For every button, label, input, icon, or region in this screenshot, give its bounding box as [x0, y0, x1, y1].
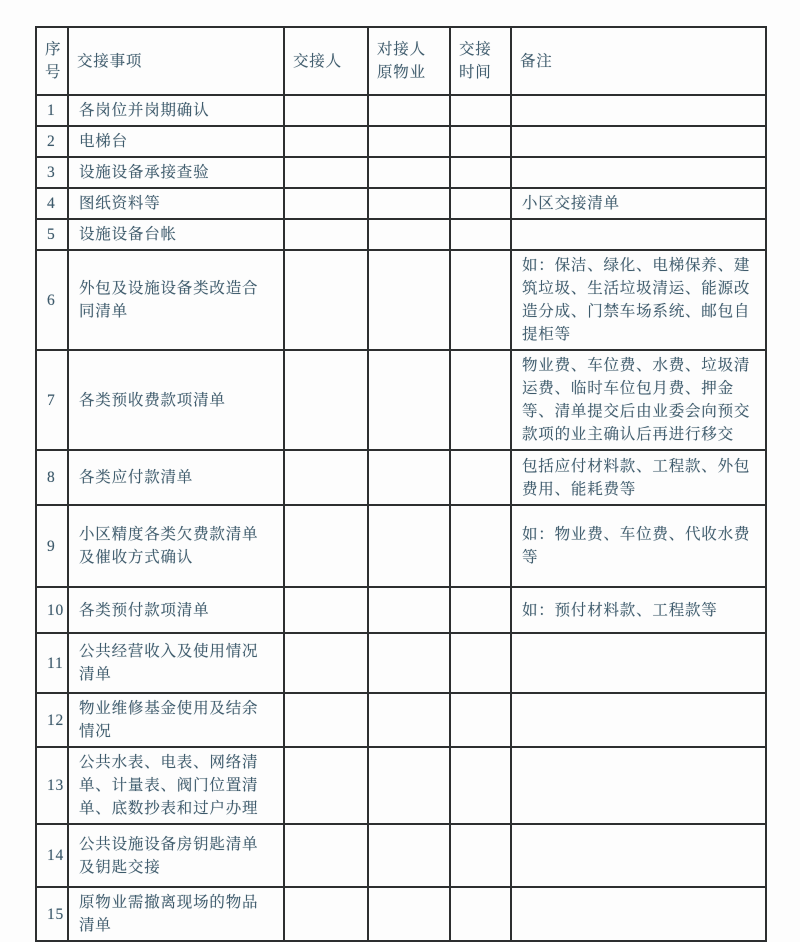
- header-no: 序号: [36, 27, 68, 95]
- cell-remark: [511, 693, 766, 747]
- table-header: [36, 27, 766, 95]
- cell-handover-person: [284, 126, 368, 157]
- table-row: [36, 95, 766, 126]
- cell-remark: 包括应付材料款、工程款、外包费用、能耗费等: [511, 450, 766, 505]
- header-handover-time: 交接时间: [450, 27, 511, 95]
- cell-contact-original-property: [368, 126, 450, 157]
- cell-handover-item: 各岗位并岗期确认: [68, 95, 284, 126]
- cell-contact-original-property: [368, 747, 450, 824]
- cell-handover-person: [284, 693, 368, 747]
- table-row: [36, 505, 766, 587]
- cell-handover-item: 公共经营收入及使用情况清单: [68, 633, 284, 693]
- cell-contact-original-property: [368, 450, 450, 505]
- cell-handover-person: [284, 887, 368, 941]
- cell-handover-time: [450, 250, 511, 350]
- cell-handover-person: [284, 157, 368, 188]
- cell-remark: [511, 219, 766, 250]
- cell-remark: 物业费、车位费、水费、垃圾清运费、临时车位包月费、押金等、清单提交后由业委会向预交款项的业主确认后再进行移交: [511, 350, 766, 450]
- cell-handover-item: 原物业需撤离现场的物品清单: [68, 887, 284, 941]
- table-row: [36, 157, 766, 188]
- cell-handover-item: 图纸资料等: [68, 188, 284, 219]
- cell-contact-original-property: [368, 350, 450, 450]
- table-row: [36, 450, 766, 505]
- cell-handover-time: [450, 747, 511, 824]
- cell-row-number: 15: [36, 887, 68, 941]
- cell-handover-time: [450, 633, 511, 693]
- cell-remark: [511, 157, 766, 188]
- table-row: [36, 693, 766, 747]
- cell-handover-time: [450, 824, 511, 887]
- cell-remark: [511, 633, 766, 693]
- cell-contact-original-property: [368, 505, 450, 587]
- cell-row-number: 1: [36, 95, 68, 126]
- cell-handover-person: [284, 505, 368, 587]
- cell-row-number: 5: [36, 219, 68, 250]
- cell-remark: [511, 887, 766, 941]
- cell-handover-time: [450, 188, 511, 219]
- cell-handover-time: [450, 887, 511, 941]
- cell-handover-item: 各类预收费款项清单: [68, 350, 284, 450]
- cell-contact-original-property: [368, 157, 450, 188]
- cell-handover-person: [284, 219, 368, 250]
- cell-row-number: 4: [36, 188, 68, 219]
- cell-row-number: 10: [36, 587, 68, 633]
- cell-contact-original-property: [368, 693, 450, 747]
- cell-row-number: 12: [36, 693, 68, 747]
- cell-contact-original-property: [368, 824, 450, 887]
- header-item: 交接事项: [68, 27, 284, 95]
- cell-handover-item: 各类预付款项清单: [68, 587, 284, 633]
- cell-contact-original-property: [368, 219, 450, 250]
- cell-handover-item: 物业维修基金使用及结余情况: [68, 693, 284, 747]
- cell-handover-time: [450, 219, 511, 250]
- cell-handover-person: [284, 450, 368, 505]
- table-row: [36, 824, 766, 887]
- cell-handover-item: 设施设备台帐: [68, 219, 284, 250]
- cell-remark: 如：物业费、车位费、代收水费等: [511, 505, 766, 587]
- cell-remark: [511, 126, 766, 157]
- cell-handover-item: 电梯台: [68, 126, 284, 157]
- cell-handover-time: [450, 587, 511, 633]
- cell-handover-person: [284, 824, 368, 887]
- cell-handover-person: [284, 350, 368, 450]
- cell-contact-original-property: [368, 887, 450, 941]
- cell-row-number: 3: [36, 157, 68, 188]
- cell-contact-original-property: [368, 188, 450, 219]
- table-row: [36, 250, 766, 350]
- cell-contact-original-property: [368, 250, 450, 350]
- cell-handover-person: [284, 250, 368, 350]
- cell-remark: 如：预付材料款、工程款等: [511, 587, 766, 633]
- table-row: [36, 587, 766, 633]
- header-contact-original: 对接人原物业: [368, 27, 450, 95]
- cell-row-number: 6: [36, 250, 68, 350]
- table-row: [36, 350, 766, 450]
- cell-row-number: 9: [36, 505, 68, 587]
- cell-row-number: 13: [36, 747, 68, 824]
- cell-contact-original-property: [368, 587, 450, 633]
- table-row: [36, 188, 766, 219]
- cell-handover-time: [450, 505, 511, 587]
- table-row: [36, 633, 766, 693]
- cell-row-number: 14: [36, 824, 68, 887]
- cell-remark: [511, 747, 766, 824]
- cell-handover-person: [284, 188, 368, 219]
- table-row: [36, 126, 766, 157]
- cell-contact-original-property: [368, 633, 450, 693]
- cell-handover-person: [284, 587, 368, 633]
- table-row: [36, 887, 766, 941]
- header-row: [36, 27, 766, 95]
- header-remark: 备注: [511, 27, 766, 95]
- table-row: [36, 747, 766, 824]
- cell-handover-time: [450, 126, 511, 157]
- cell-handover-time: [450, 350, 511, 450]
- cell-handover-time: [450, 693, 511, 747]
- cell-handover-item: 外包及设施设备类改造合同清单: [68, 250, 284, 350]
- header-handover-person: 交接人: [284, 27, 368, 95]
- handover-checklist-table: [35, 26, 767, 942]
- cell-handover-time: [450, 157, 511, 188]
- cell-remark: 小区交接清单: [511, 188, 766, 219]
- cell-row-number: 11: [36, 633, 68, 693]
- cell-handover-time: [450, 95, 511, 126]
- table-body: [36, 95, 766, 941]
- cell-remark: [511, 95, 766, 126]
- cell-row-number: 7: [36, 350, 68, 450]
- cell-handover-item: 设施设备承接查验: [68, 157, 284, 188]
- cell-handover-item: 公共设施设备房钥匙清单及钥匙交接: [68, 824, 284, 887]
- cell-handover-item: 公共水表、电表、网络清单、计量表、阀门位置清单、底数抄表和过户办理: [68, 747, 284, 824]
- table-row: [36, 219, 766, 250]
- cell-handover-person: [284, 633, 368, 693]
- cell-remark: 如：保洁、绿化、电梯保养、建筑垃圾、生活垃圾清运、能源改造分成、门禁车场系统、邮包自提柜等: [511, 250, 766, 350]
- cell-handover-person: [284, 747, 368, 824]
- cell-contact-original-property: [368, 95, 450, 126]
- cell-row-number: 8: [36, 450, 68, 505]
- cell-handover-item: 各类应付款清单: [68, 450, 284, 505]
- cell-handover-item: 小区精度各类欠费款清单及催收方式确认: [68, 505, 284, 587]
- cell-row-number: 2: [36, 126, 68, 157]
- cell-remark: [511, 824, 766, 887]
- cell-handover-time: [450, 450, 511, 505]
- cell-handover-person: [284, 95, 368, 126]
